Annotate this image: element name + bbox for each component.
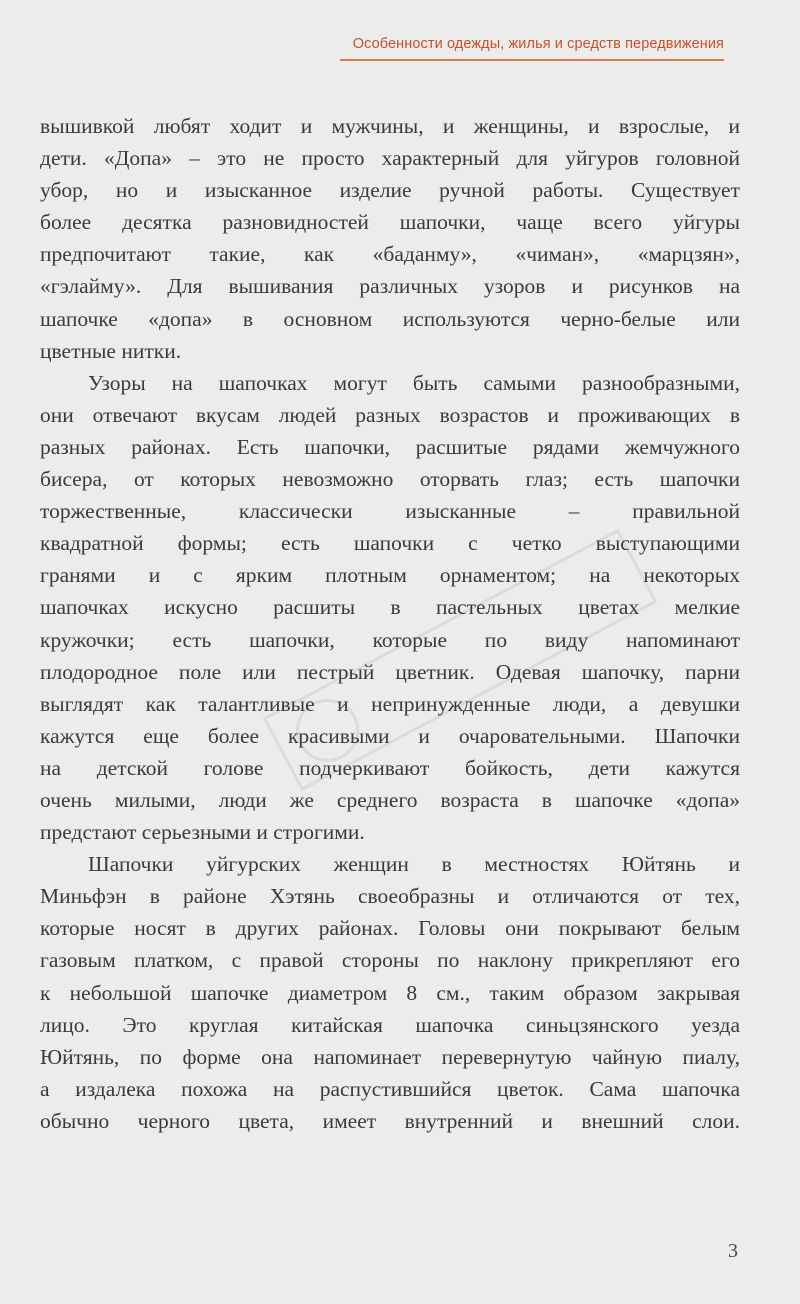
text-line: Юйтянь, по форме она напоминает перевернутую чайную пиалу,: [40, 1044, 740, 1069]
body-text: [40, 110, 740, 1137]
text-line: вышивкой любят ходит и мужчины, и женщины, и взрослые, и: [40, 114, 740, 138]
text-line: бисера, от которых невозможно оторвать глаз; есть шапочки: [40, 467, 740, 492]
text-line: цветные нитки.: [40, 338, 182, 363]
text-line: а издалека похожа на распустившийся цветок. Сама шапочка: [40, 1076, 740, 1101]
text-line: обычно черного цвета, имеет внутренний и внешний слои.: [40, 1108, 740, 1133]
paragraph-3: [40, 848, 740, 1137]
text-line: очень милыми, люди же среднего возраста в шапочке «допа»: [40, 787, 740, 812]
text-line: дети. «Допа» – это не просто характерный для уйгуров головной: [40, 146, 740, 171]
text-line: убор, но и изысканное изделие ручной работы. Существует: [40, 178, 740, 203]
text-line: торжественные, классически изысканные – правильной: [40, 499, 740, 524]
text-line: лицо. Это круглая китайская шапочка синьцзянского уезда: [40, 1012, 740, 1037]
text-line: газовым платком, с правой стороны по наклону прикрепляют его: [40, 948, 740, 973]
text-line: кажутся еще более красивыми и очаровательными. Шапочки: [40, 723, 740, 748]
text-line: квадратной формы; есть шапочки с четко выступающими: [40, 531, 740, 556]
text-line: гранями и с ярким плотным орнаментом; на некоторых: [40, 563, 740, 588]
text-line: Шапочки уйгурских женщин в местностях Юйтянь и: [88, 852, 740, 877]
running-header: Особенности одежды, жилья и средств передвижения: [352, 36, 724, 52]
text-line: разных районах. Есть шапочки, расшитые рядами жемчужного: [40, 434, 740, 459]
header-rule: [340, 59, 724, 61]
text-line: «гэлайму». Для вышивания различных узоров и рисунков на: [40, 274, 740, 299]
paragraph-2: [40, 367, 740, 848]
text-line: Узоры на шапочках могут быть самыми разнообразными,: [88, 370, 740, 395]
text-line: кружочки; есть шапочки, которые по виду напоминают: [40, 627, 740, 652]
text-line: шапочке «допа» в основном используются черно-белые или: [40, 306, 740, 331]
text-line: шапочках искусно расшиты в пастельных цветах мелкие: [40, 595, 740, 620]
text-line: предпочитают такие, как «баданму», «чиман», «марцзян»,: [40, 242, 740, 267]
text-line: они отвечают вкусам людей разных возрастов и проживающих в: [40, 402, 740, 427]
text-line: выглядят как талантливые и непринужденные люди, а девушки: [40, 691, 740, 716]
text-line: Миньфэн в районе Хэтянь своеобразны и отличаются от тех,: [40, 884, 740, 909]
text-line: плодородное поле или пестрый цветник. Одевая шапочку, парни: [40, 659, 740, 684]
page-number: 3: [728, 1240, 738, 1262]
text-line: более десятка разновидностей шапочки, чаще всего уйгуры: [40, 210, 740, 235]
paragraph-1: [40, 110, 740, 367]
text-line: к небольшой шапочке диаметром 8 см., таким образом закрывая: [40, 980, 740, 1005]
text-line: которые носят в других районах. Головы они покрывают белым: [40, 916, 740, 941]
text-line: на детской голове подчеркивают бойкость, дети кажутся: [40, 755, 740, 780]
text-line: предстают серьезными и строгими.: [40, 820, 365, 845]
